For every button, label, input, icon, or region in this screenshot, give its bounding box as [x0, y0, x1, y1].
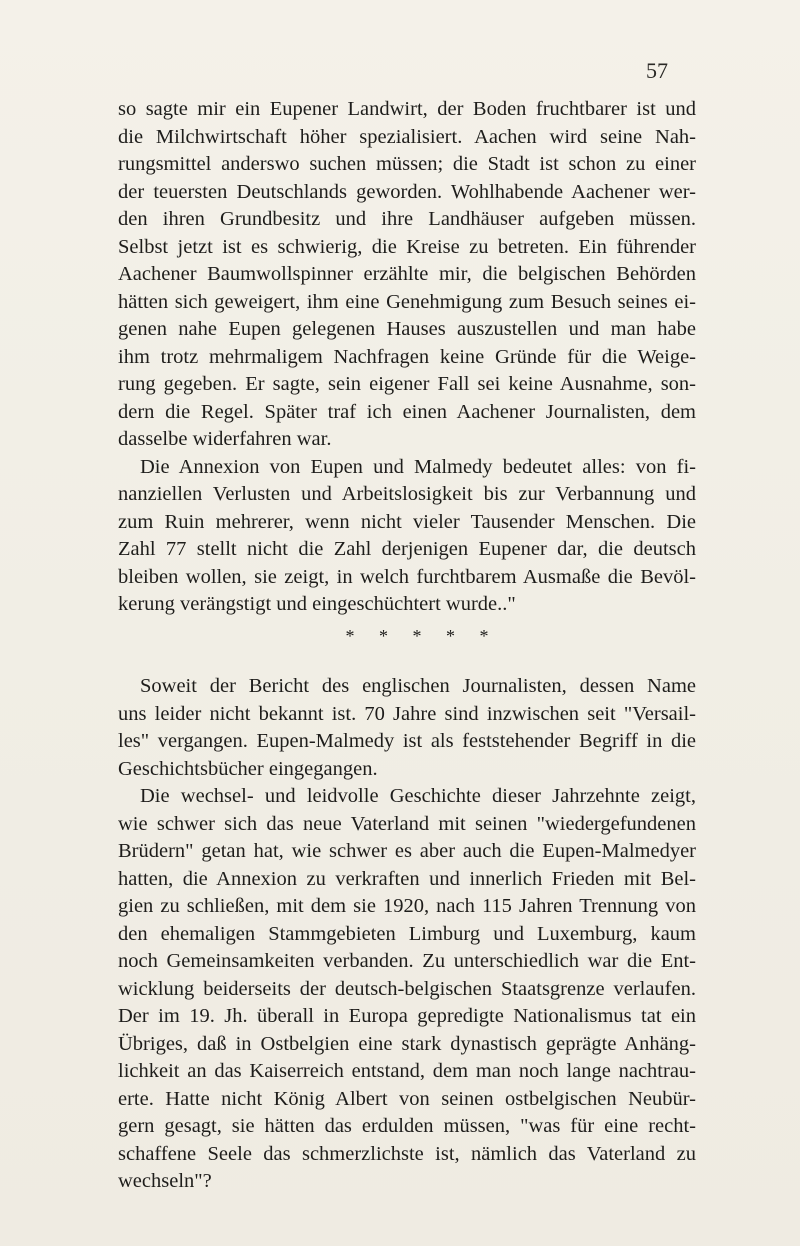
- text-line: Der im 19. Jh. überall in Europa gepredigte Nationalismus tat ein: [118, 1005, 696, 1027]
- separator-spacing: [118, 646, 696, 673]
- text-line: der teuersten Deutschlands geworden. Wohlhabende Aachener wer-: [118, 180, 696, 203]
- paragraph: [118, 96, 696, 454]
- text-line: nanziellen Verlusten und Arbeitslosigkeit bis zur Verbannung und: [118, 483, 696, 505]
- text-line: wicklung beiderseits der deutsch-belgischen Staatsgrenze verlaufen.: [118, 977, 696, 1000]
- text-line: dasselbe widerfahren war.: [118, 428, 332, 450]
- text-line: lichkeit an das Kaiserreich entstand, dem man noch lange nachtrau-: [118, 1060, 696, 1082]
- text-line: Die wechsel- und leidvolle Geschichte dieser Jahrzehnte zeigt,: [140, 785, 696, 807]
- text-line: genen nahe Eupen gelegenen Hauses auszustellen und man habe: [118, 318, 696, 340]
- text-line: gern gesagt, sie hätten das erdulden müssen, "was für eine recht-: [118, 1115, 696, 1137]
- section-separator: * * * * *: [345, 625, 499, 646]
- text-line: hatten, die Annexion zu verkraften und innerlich Frieden mit Bel-: [118, 867, 696, 890]
- body-text: [118, 96, 696, 1196]
- text-line: les" vergangen. Eupen-Malmedy ist als feststehender Begriff in die: [118, 730, 696, 752]
- text-line: hätten sich geweigert, ihm eine Genehmigung zum Besuch seines ei-: [118, 290, 696, 313]
- paragraphs-before-separator: [118, 96, 696, 619]
- paragraph: [118, 783, 696, 1196]
- text-line: Aachener Baumwollspinner erzählte mir, die belgischen Behörden: [118, 263, 696, 285]
- text-line: kerung verängstigt und eingeschüchtert wurde..": [118, 593, 516, 615]
- text-line: Brüdern" getan hat, wie schwer es aber auch die Eupen-Malmedyer: [118, 840, 696, 862]
- text-line: Übriges, daß in Ostbelgien eine stark dynastisch geprägte Anhäng-: [118, 1032, 696, 1055]
- text-line: rungsmittel anderswo suchen müssen; die Stadt ist schon zu einer: [118, 153, 696, 175]
- text-line: Selbst jetzt ist es schwierig, die Kreise zu betreten. Ein führender: [118, 235, 696, 258]
- text-line: rung gegeben. Er sagte, sein eigener Fall sei keine Ausnahme, son-: [118, 373, 696, 395]
- text-line: dern die Regel. Später traf ich einen Aachener Journalisten, dem: [118, 400, 696, 423]
- paragraphs-after-separator: [118, 673, 696, 1196]
- text-line: so sagte mir ein Eupener Landwirt, der Boden fruchtbarer ist und: [118, 98, 696, 120]
- text-line: erte. Hatte nicht König Albert von seinen ostbelgischen Neubür-: [118, 1087, 696, 1110]
- text-line: wie schwer sich das neue Vaterland mit seinen "wiedergefundenen: [118, 812, 696, 835]
- text-line: uns leider nicht bekannt ist. 70 Jahre sind inzwischen seit "Versail-: [118, 702, 696, 725]
- text-line: noch Gemeinsamkeiten verbanden. Zu unterschiedlich war die Ent-: [118, 950, 696, 972]
- text-line: den ehemaligen Stammgebieten Limburg und Luxemburg, kaum: [118, 922, 696, 945]
- paragraph: [118, 673, 696, 783]
- text-line: Soweit der Bericht des englischen Journalisten, dessen Name: [140, 675, 696, 697]
- page-number: 57: [646, 58, 668, 83]
- text-line: wechseln"?: [118, 1170, 212, 1192]
- paragraph: [118, 454, 696, 619]
- text-line: Die Annexion von Eupen und Malmedy bedeutet alles: von fi-: [140, 455, 696, 478]
- text-line: zum Ruin mehrerer, wenn nicht vieler Tausender Menschen. Die: [118, 510, 696, 533]
- text-line: die Milchwirtschaft höher spezialisiert. Aachen wird seine Nah-: [118, 125, 696, 148]
- text-line: ihm trotz mehrmaligem Nachfragen keine Gründe für die Weige-: [118, 345, 696, 368]
- text-line: schaffene Seele das schmerzlichste ist, nämlich das Vaterland zu: [118, 1142, 696, 1165]
- text-line: den ihren Grundbesitz und ihre Landhäuser aufgeben müssen.: [118, 208, 696, 230]
- text-line: bleiben wollen, sie zeigt, in welch furchtbarem Ausmaße die Bevöl-: [118, 565, 696, 588]
- text-line: Zahl 77 stellt nicht die Zahl derjenigen Eupener dar, die deutsch: [118, 538, 696, 560]
- text-line: gien zu schließen, mit dem sie 1920, nach 115 Jahren Trennung von: [118, 895, 696, 917]
- text-line: Geschichtsbücher eingegangen.: [118, 757, 378, 780]
